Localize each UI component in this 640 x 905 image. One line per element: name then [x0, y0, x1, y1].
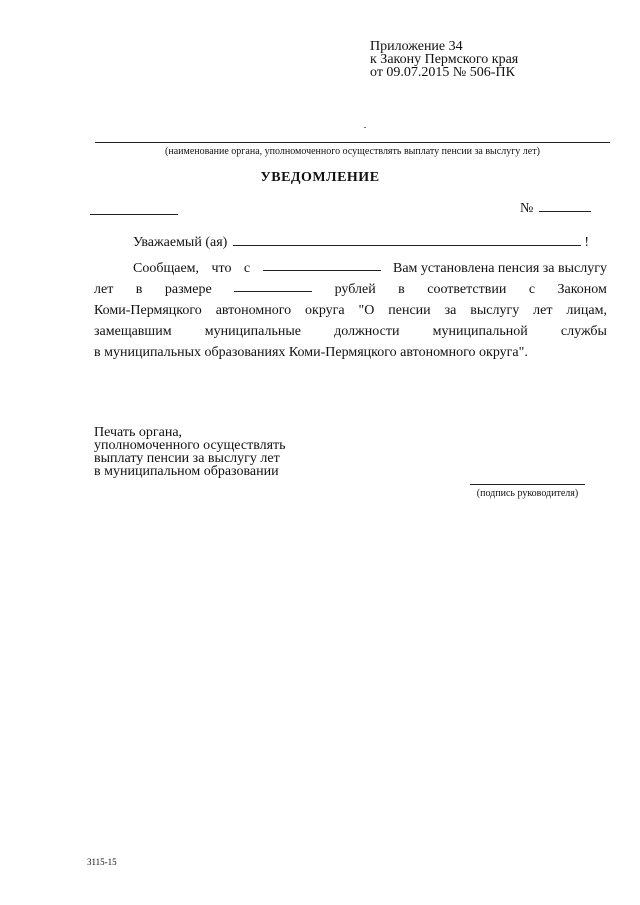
stamp-line-3: выплату пенсии за выслугу лет — [94, 451, 280, 466]
word: замещавшим — [94, 324, 172, 339]
body-line-3 — [94, 300, 607, 321]
word: соответствии — [427, 282, 507, 297]
word: службы — [560, 324, 607, 339]
pension-amount-line — [234, 279, 312, 292]
document-code: 3115-15 — [87, 857, 117, 867]
word: с — [243, 261, 251, 276]
organ-name-line — [95, 142, 610, 143]
greeting-label: Уважаемый (ая) — [133, 235, 228, 250]
word: муниципальные — [204, 324, 301, 339]
body-line-4 — [94, 321, 607, 342]
word: размере — [164, 282, 212, 297]
word: муниципальной — [432, 324, 528, 339]
document-title: УВЕДОМЛЕНИЕ — [260, 170, 380, 185]
greeting-end: ! — [584, 235, 589, 250]
document-number — [520, 201, 591, 217]
word: Сообщаем, — [133, 261, 200, 276]
word: рублей — [334, 282, 376, 297]
stamp-line-4: в муниципальном образовании — [94, 464, 279, 479]
pension-date-line — [263, 258, 381, 271]
body-line-2 — [94, 279, 607, 300]
word: в — [398, 282, 405, 297]
notification-body — [94, 258, 607, 363]
body-line-1 — [94, 258, 607, 279]
stamp-block — [94, 426, 286, 478]
body-line-5 — [94, 342, 607, 363]
date-line — [90, 214, 178, 215]
word: "О — [358, 303, 375, 318]
stamp-line-1: Печать органа, — [94, 425, 183, 440]
appendix-number: Приложение 34 — [370, 39, 463, 54]
recipient-name-line — [233, 233, 581, 246]
appendix-date: от 09.07.2015 № 506-ПК — [370, 65, 515, 80]
body-line-5-text: в муниципальных образованиях Коми-Пермяцкого автономного округа". — [94, 345, 528, 360]
word: пенсии — [388, 303, 431, 318]
word: Коми-Пермяцкого — [94, 303, 202, 318]
word: автономного — [215, 303, 292, 318]
word: выслугу — [470, 303, 520, 318]
word: в — [135, 282, 143, 297]
word: должности — [334, 324, 400, 339]
number-sign: № — [520, 201, 534, 216]
signature-caption: (подпись руководителя) — [476, 488, 579, 499]
organ-name-caption: (наименование органа, уполномоченного осуществлять выплату пенсии за выслугу лет) — [165, 146, 540, 157]
word: что — [211, 261, 232, 276]
appendix-header — [370, 40, 518, 79]
signature-line — [470, 484, 585, 485]
word: Вам установлена пенсия за выслугу — [392, 261, 607, 276]
greeting — [133, 233, 589, 251]
word: за — [444, 303, 457, 318]
word: Законом — [557, 282, 607, 297]
scan-speck — [364, 127, 366, 128]
word: лет — [533, 303, 553, 318]
word: с — [528, 282, 536, 297]
appendix-law: к Закону Пермского края — [370, 52, 519, 67]
word: округа — [305, 303, 345, 318]
word: лицам, — [566, 303, 607, 318]
word: лет — [94, 282, 114, 297]
stamp-line-2: уполномоченного осуществлять — [94, 438, 286, 453]
number-line — [539, 201, 591, 212]
